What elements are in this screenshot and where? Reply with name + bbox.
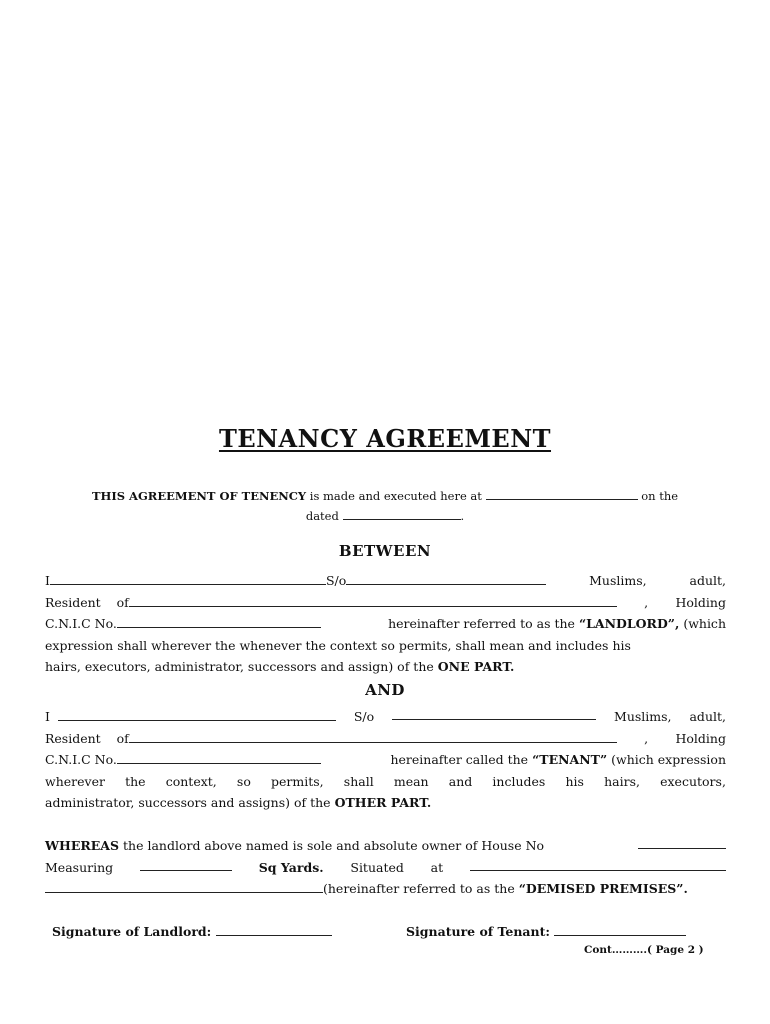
- tenant-line4-word: the: [125, 773, 146, 789]
- tenant-line4-word: wherever: [45, 773, 105, 789]
- landlord-name-blank[interactable]: [50, 571, 326, 585]
- and-heading: AND: [365, 681, 405, 699]
- tenant-cnic-blank[interactable]: [117, 750, 321, 764]
- tenant-name-blank[interactable]: [58, 707, 336, 721]
- tenant-signature: Signature of Tenant:: [406, 922, 686, 939]
- tenant-signature-blank[interactable]: [554, 922, 686, 936]
- document-title: TENANCY AGREEMENT: [218, 424, 552, 453]
- place-blank[interactable]: [486, 486, 638, 500]
- tenant-line4-word: executors,: [660, 773, 726, 789]
- intro-paragraph: THIS AGREEMENT OF TENENCY is made and executed here at on the dated .: [60, 486, 710, 526]
- tenant-line4-word: hairs,: [604, 773, 640, 789]
- landlord-signature-blank[interactable]: [216, 922, 332, 936]
- tenant-line4-word: and: [448, 773, 473, 789]
- tenant-father-blank[interactable]: [392, 706, 596, 720]
- between-heading: BETWEEN: [338, 542, 432, 560]
- tenant-line4-word: mean: [393, 773, 429, 789]
- tenant-paragraph: I S/o Muslims, adult, Resident of , Holding C.N.I.C No. hereinafter called the “TENANT” (which expression wherever the context, so permits, shall mean and includes his hairs, executors, administrator, successors and assigns) of the OTHER PART.: [45, 706, 726, 814]
- tenant-line4: [45, 771, 726, 793]
- continued-note: Cont……….( Page 2 ): [584, 944, 704, 956]
- tenant-line4-word: shall: [343, 773, 374, 789]
- tenant-address-blank[interactable]: [129, 729, 617, 743]
- landlord-paragraph: I S/o Muslims, adult, Resident of , Holding C.N.I.C No. hereinafter referred to as the “LANDLORD”, (which expression shall wherever the whenever the context so permits, shall mean and includes his hairs, executors, administrator, successors and assign) of the ONE PART.: [45, 573, 726, 674]
- measuring-blank[interactable]: [140, 857, 232, 871]
- tenant-line4-word: his: [565, 773, 584, 789]
- whereas-paragraph: WHEREAS the landlord above named is sole and absolute owner of House No Measuring Sq Yards. Situated at (hereinafter referred to as the “DEMISED PREMISES”.: [45, 835, 726, 900]
- tenant-line4-word: permits,: [271, 773, 324, 789]
- tenant-line4-word: includes: [492, 773, 546, 789]
- landlord-signature: Signature of Landlord:: [52, 922, 332, 939]
- premises-blank[interactable]: [45, 879, 323, 893]
- intro-bold: THIS AGREEMENT OF TENENCY: [91, 489, 307, 503]
- landlord-address-blank[interactable]: [129, 593, 617, 607]
- date-blank[interactable]: [343, 506, 461, 520]
- landlord-father-blank[interactable]: [346, 571, 546, 585]
- situated-blank[interactable]: [470, 857, 726, 871]
- landlord-cnic-blank[interactable]: [117, 614, 321, 628]
- house-no-blank[interactable]: [638, 835, 726, 849]
- tenant-line4-word: context,: [165, 773, 217, 789]
- tenant-line4-word: so: [236, 773, 251, 789]
